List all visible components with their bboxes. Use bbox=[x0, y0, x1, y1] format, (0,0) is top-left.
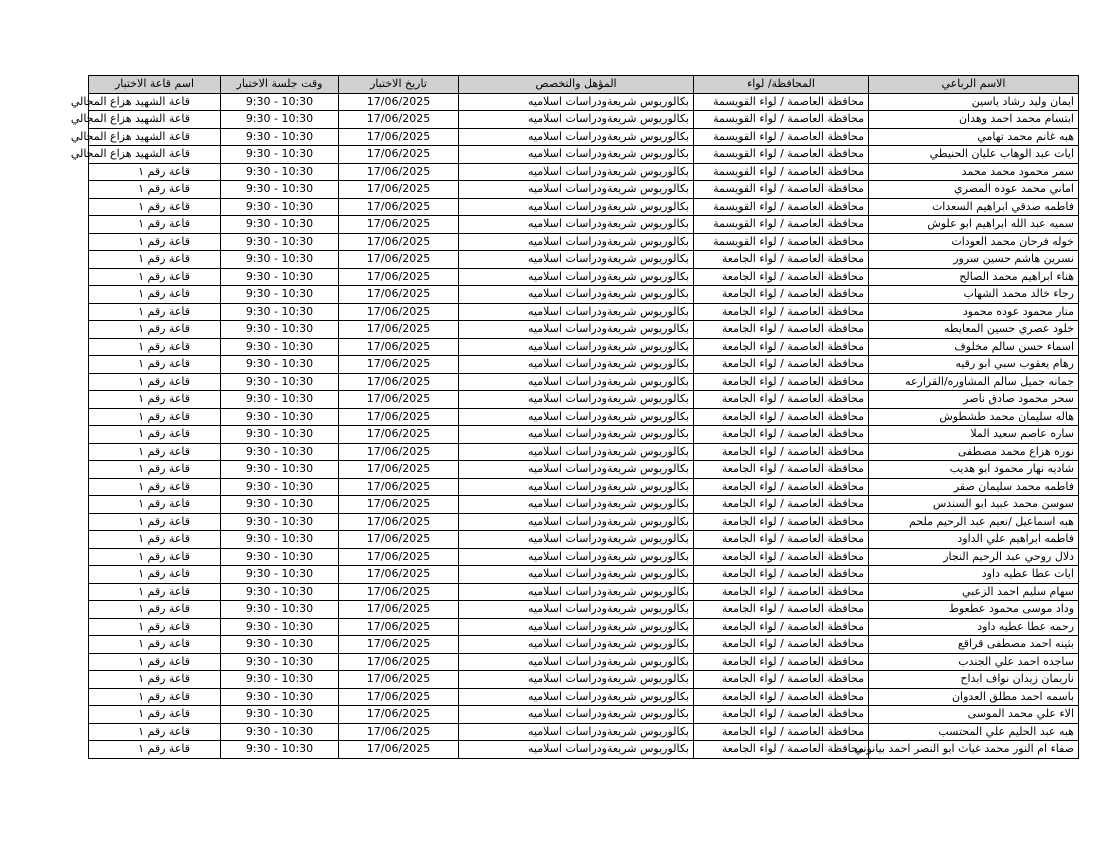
cell-name: بثينه احمد مصطفى قراقع bbox=[869, 636, 1079, 654]
cell-date: 17/06/2025 bbox=[339, 671, 459, 689]
cell-qualification: بكالوريوس شريعةودراسات اسلاميه bbox=[459, 548, 694, 566]
cell-name: هبه غانم محمد تهامي bbox=[869, 128, 1079, 146]
table-row bbox=[89, 443, 1079, 461]
cell-time: 9:30 - 10:30 bbox=[221, 286, 339, 304]
cell-time: 9:30 - 10:30 bbox=[221, 566, 339, 584]
cell-date: 17/06/2025 bbox=[339, 268, 459, 286]
table-row bbox=[89, 426, 1079, 444]
table-row bbox=[89, 391, 1079, 409]
cell-hall: قاعة رقم ١ bbox=[89, 163, 221, 181]
cell-name: هناء ابراهيم محمد الصالح bbox=[869, 268, 1079, 286]
cell-qualification: بكالوريوس شريعةودراسات اسلاميه bbox=[459, 741, 694, 759]
cell-name: ايات عبد الوهاب عليان الحنيطي bbox=[869, 146, 1079, 164]
cell-time: 9:30 - 10:30 bbox=[221, 636, 339, 654]
cell-hall: قاعة رقم ١ bbox=[89, 531, 221, 549]
table-row bbox=[89, 583, 1079, 601]
cell-date: 17/06/2025 bbox=[339, 548, 459, 566]
cell-time: 9:30 - 10:30 bbox=[221, 548, 339, 566]
cell-date: 17/06/2025 bbox=[339, 636, 459, 654]
cell-date: 17/06/2025 bbox=[339, 496, 459, 514]
table-row bbox=[89, 356, 1079, 374]
cell-time: 9:30 - 10:30 bbox=[221, 443, 339, 461]
cell-name: خوله فرحان محمد العودات bbox=[869, 233, 1079, 251]
table-row bbox=[89, 408, 1079, 426]
cell-qualification: بكالوريوس شريعةودراسات اسلاميه bbox=[459, 356, 694, 374]
table-row bbox=[89, 93, 1079, 111]
cell-hall: قاعة رقم ١ bbox=[89, 723, 221, 741]
cell-governorate: محافظة العاصمة / لواء الجامعة bbox=[694, 636, 869, 654]
cell-time: 9:30 - 10:30 bbox=[221, 198, 339, 216]
cell-time: 9:30 - 10:30 bbox=[221, 93, 339, 111]
cell-date: 17/06/2025 bbox=[339, 408, 459, 426]
cell-name: شاديه نهار محمود ابو هديب bbox=[869, 461, 1079, 479]
cell-hall: قاعة رقم ١ bbox=[89, 408, 221, 426]
cell-date: 17/06/2025 bbox=[339, 216, 459, 234]
cell-name: اماني محمد عوده المصري bbox=[869, 181, 1079, 199]
cell-qualification: بكالوريوس شريعةودراسات اسلاميه bbox=[459, 408, 694, 426]
exam-schedule-sheet bbox=[70, 75, 1078, 759]
cell-governorate: محافظة العاصمة / لواء الجامعة bbox=[694, 496, 869, 514]
cell-name: ساجده احمد علي الجندب bbox=[869, 653, 1079, 671]
cell-hall: قاعة رقم ١ bbox=[89, 618, 221, 636]
cell-date: 17/06/2025 bbox=[339, 741, 459, 759]
cell-date: 17/06/2025 bbox=[339, 583, 459, 601]
table-row bbox=[89, 216, 1079, 234]
cell-qualification: بكالوريوس شريعةودراسات اسلاميه bbox=[459, 636, 694, 654]
cell-time: 9:30 - 10:30 bbox=[221, 478, 339, 496]
table-row bbox=[89, 513, 1079, 531]
cell-name: منار محمود عوده محمود bbox=[869, 303, 1079, 321]
cell-qualification: بكالوريوس شريعةودراسات اسلاميه bbox=[459, 706, 694, 724]
cell-time: 9:30 - 10:30 bbox=[221, 601, 339, 619]
cell-governorate: محافظة العاصمة / لواء الجامعة bbox=[694, 426, 869, 444]
cell-name: سهام سليم احمد الزعبي bbox=[869, 583, 1079, 601]
table-row bbox=[89, 601, 1079, 619]
table-row bbox=[89, 338, 1079, 356]
cell-date: 17/06/2025 bbox=[339, 93, 459, 111]
header-hall: اسم قاعة الاختبار bbox=[89, 76, 221, 94]
table-row bbox=[89, 373, 1079, 391]
cell-name: رجاء خالد محمد الشهاب bbox=[869, 286, 1079, 304]
cell-governorate: محافظة العاصمة / لواء الجامعة bbox=[694, 566, 869, 584]
cell-qualification: بكالوريوس شريعةودراسات اسلاميه bbox=[459, 216, 694, 234]
cell-governorate: محافظة العاصمة / لواء الجامعة bbox=[694, 356, 869, 374]
cell-time: 9:30 - 10:30 bbox=[221, 111, 339, 129]
table-header-row bbox=[89, 76, 1079, 94]
table-row bbox=[89, 566, 1079, 584]
cell-time: 9:30 - 10:30 bbox=[221, 303, 339, 321]
cell-hall: قاعة رقم ١ bbox=[89, 356, 221, 374]
cell-name: فاطمه صدقي ابراهيم السعدات bbox=[869, 198, 1079, 216]
cell-qualification: بكالوريوس شريعةودراسات اسلاميه bbox=[459, 618, 694, 636]
cell-date: 17/06/2025 bbox=[339, 338, 459, 356]
cell-governorate: محافظة العاصمة / لواء الجامعة bbox=[694, 338, 869, 356]
cell-governorate: محافظة العاصمة / لواء الجامعة bbox=[694, 601, 869, 619]
cell-date: 17/06/2025 bbox=[339, 233, 459, 251]
cell-qualification: بكالوريوس شريعةودراسات اسلاميه bbox=[459, 426, 694, 444]
cell-qualification: بكالوريوس شريعةودراسات اسلاميه bbox=[459, 478, 694, 496]
cell-time: 9:30 - 10:30 bbox=[221, 268, 339, 286]
cell-name: سمر محمود محمد محمد bbox=[869, 163, 1079, 181]
cell-time: 9:30 - 10:30 bbox=[221, 391, 339, 409]
cell-governorate: محافظة العاصمة / لواء الجامعة bbox=[694, 723, 869, 741]
cell-name: سميه عبد الله ابراهيم ابو علوش bbox=[869, 216, 1079, 234]
cell-date: 17/06/2025 bbox=[339, 531, 459, 549]
cell-hall: قاعة رقم ١ bbox=[89, 741, 221, 759]
cell-qualification: بكالوريوس شريعةودراسات اسلاميه bbox=[459, 111, 694, 129]
cell-date: 17/06/2025 bbox=[339, 566, 459, 584]
cell-date: 17/06/2025 bbox=[339, 251, 459, 269]
cell-name: ابتسام محمد احمد وهدان bbox=[869, 111, 1079, 129]
cell-date: 17/06/2025 bbox=[339, 478, 459, 496]
cell-hall: قاعة رقم ١ bbox=[89, 286, 221, 304]
table-row bbox=[89, 321, 1079, 339]
cell-hall: قاعة رقم ١ bbox=[89, 198, 221, 216]
cell-qualification: بكالوريوس شريعةودراسات اسلاميه bbox=[459, 163, 694, 181]
table-row bbox=[89, 548, 1079, 566]
cell-name: سحر محمود صادق ناصر bbox=[869, 391, 1079, 409]
table-row bbox=[89, 478, 1079, 496]
cell-hall: قاعة الشهيد هزاع المجالي bbox=[89, 146, 221, 164]
cell-governorate: محافظة العاصمة / لواء الجامعة bbox=[694, 478, 869, 496]
cell-hall: قاعة رقم ١ bbox=[89, 548, 221, 566]
header-name: الاسم الرباعي bbox=[869, 76, 1079, 94]
cell-hall: قاعة رقم ١ bbox=[89, 233, 221, 251]
table-body bbox=[70, 93, 1079, 758]
cell-qualification: بكالوريوس شريعةودراسات اسلاميه bbox=[459, 181, 694, 199]
cell-governorate: محافظة العاصمة / لواء الجامعة bbox=[694, 286, 869, 304]
cell-qualification: بكالوريوس شريعةودراسات اسلاميه bbox=[459, 513, 694, 531]
cell-date: 17/06/2025 bbox=[339, 286, 459, 304]
cell-governorate: محافظة العاصمة / لواء الجامعة bbox=[694, 321, 869, 339]
cell-time: 9:30 - 10:30 bbox=[221, 163, 339, 181]
cell-name: نوره هزاع محمد مصطفى bbox=[869, 443, 1079, 461]
cell-governorate: محافظة العاصمة / لواء الجامعة bbox=[694, 653, 869, 671]
cell-time: 9:30 - 10:30 bbox=[221, 426, 339, 444]
table-row bbox=[89, 111, 1079, 129]
cell-date: 17/06/2025 bbox=[339, 163, 459, 181]
cell-governorate: محافظة العاصمة / لواء القويسمة bbox=[694, 93, 869, 111]
cell-name: جمانه جميل سالم المشاوره/القرارعه bbox=[869, 373, 1079, 391]
cell-governorate: محافظة العاصمة / لواء القويسمة bbox=[694, 111, 869, 129]
cell-time: 9:30 - 10:30 bbox=[221, 356, 339, 374]
cell-qualification: بكالوريوس شريعةودراسات اسلاميه bbox=[459, 688, 694, 706]
table-row bbox=[89, 706, 1079, 724]
cell-governorate: محافظة العاصمة / لواء الجامعة bbox=[694, 706, 869, 724]
cell-name: صفاء ام النور محمد غياث ابو النصر احمد بيانوني bbox=[869, 741, 1079, 759]
cell-governorate: محافظة العاصمة / لواء الجامعة bbox=[694, 268, 869, 286]
header-date: تاريخ الاختبار bbox=[339, 76, 459, 94]
cell-governorate: محافظة العاصمة / لواء القويسمة bbox=[694, 198, 869, 216]
cell-qualification: بكالوريوس شريعةودراسات اسلاميه bbox=[459, 461, 694, 479]
cell-governorate: محافظة العاصمة / لواء الجامعة bbox=[694, 303, 869, 321]
cell-governorate: محافظة العاصمة / لواء القويسمة bbox=[694, 181, 869, 199]
cell-hall: قاعة رقم ١ bbox=[89, 251, 221, 269]
cell-time: 9:30 - 10:30 bbox=[221, 181, 339, 199]
cell-qualification: بكالوريوس شريعةودراسات اسلاميه bbox=[459, 566, 694, 584]
table-row bbox=[89, 461, 1079, 479]
cell-qualification: بكالوريوس شريعةودراسات اسلاميه bbox=[459, 373, 694, 391]
cell-governorate: محافظة العاصمة / لواء القويسمة bbox=[694, 128, 869, 146]
cell-date: 17/06/2025 bbox=[339, 111, 459, 129]
cell-governorate: محافظة العاصمة / لواء القويسمة bbox=[694, 233, 869, 251]
cell-qualification: بكالوريوس شريعةودراسات اسلاميه bbox=[459, 531, 694, 549]
cell-qualification: بكالوريوس شريعةودراسات اسلاميه bbox=[459, 391, 694, 409]
table-row bbox=[89, 531, 1079, 549]
cell-qualification: بكالوريوس شريعةودراسات اسلاميه bbox=[459, 321, 694, 339]
cell-qualification: بكالوريوس شريعةودراسات اسلاميه bbox=[459, 286, 694, 304]
cell-date: 17/06/2025 bbox=[339, 443, 459, 461]
cell-name: وداد موسى محمود عطعوط bbox=[869, 601, 1079, 619]
cell-qualification: بكالوريوس شريعةودراسات اسلاميه bbox=[459, 128, 694, 146]
cell-date: 17/06/2025 bbox=[339, 426, 459, 444]
cell-time: 9:30 - 10:30 bbox=[221, 618, 339, 636]
cell-governorate: محافظة العاصمة / لواء الجامعة bbox=[694, 391, 869, 409]
cell-qualification: بكالوريوس شريعةودراسات اسلاميه bbox=[459, 93, 694, 111]
cell-qualification: بكالوريوس شريعةودراسات اسلاميه bbox=[459, 443, 694, 461]
cell-hall: قاعة رقم ١ bbox=[89, 181, 221, 199]
cell-date: 17/06/2025 bbox=[339, 706, 459, 724]
cell-date: 17/06/2025 bbox=[339, 198, 459, 216]
cell-time: 9:30 - 10:30 bbox=[221, 146, 339, 164]
cell-hall: قاعة رقم ١ bbox=[89, 391, 221, 409]
cell-name: فاطمه محمد سليمان صقر bbox=[869, 478, 1079, 496]
table-row bbox=[89, 128, 1079, 146]
table-row bbox=[89, 163, 1079, 181]
cell-time: 9:30 - 10:30 bbox=[221, 723, 339, 741]
cell-governorate: محافظة العاصمة / لواء القويسمة bbox=[694, 146, 869, 164]
header-governorate: المحافظة/ لواء bbox=[694, 76, 869, 94]
table-row bbox=[89, 741, 1079, 759]
cell-date: 17/06/2025 bbox=[339, 128, 459, 146]
cell-name: هاله سليمان محمد طشطوش bbox=[869, 408, 1079, 426]
cell-governorate: محافظة العاصمة / لواء الجامعة bbox=[694, 671, 869, 689]
table-row bbox=[89, 181, 1079, 199]
cell-time: 9:30 - 10:30 bbox=[221, 583, 339, 601]
cell-governorate: محافظة العاصمة / لواء الجامعة bbox=[694, 618, 869, 636]
cell-name: ساره عاصم سعيد الملا bbox=[869, 426, 1079, 444]
cell-name: رهام يعقوب سبي ابو رقيه bbox=[869, 356, 1079, 374]
cell-hall: قاعة الشهيد هزاع المجالي bbox=[89, 111, 221, 129]
cell-time: 9:30 - 10:30 bbox=[221, 741, 339, 759]
cell-qualification: بكالوريوس شريعةودراسات اسلاميه bbox=[459, 233, 694, 251]
cell-governorate: محافظة العاصمة / لواء الجامعة bbox=[694, 251, 869, 269]
cell-date: 17/06/2025 bbox=[339, 601, 459, 619]
cell-time: 9:30 - 10:30 bbox=[221, 513, 339, 531]
cell-hall: قاعة رقم ١ bbox=[89, 426, 221, 444]
table-row bbox=[89, 723, 1079, 741]
table-row bbox=[89, 198, 1079, 216]
cell-time: 9:30 - 10:30 bbox=[221, 321, 339, 339]
cell-qualification: بكالوريوس شريعةودراسات اسلاميه bbox=[459, 723, 694, 741]
cell-name: اسماء حسن سالم مخلوف bbox=[869, 338, 1079, 356]
header-time: وقت جلسة الاختبار bbox=[221, 76, 339, 94]
cell-governorate: محافظة العاصمة / لواء الجامعة bbox=[694, 548, 869, 566]
cell-name: نسرين هاشم حسين سرور bbox=[869, 251, 1079, 269]
cell-hall: قاعة الشهيد هزاع المجالي bbox=[89, 93, 221, 111]
cell-time: 9:30 - 10:30 bbox=[221, 653, 339, 671]
cell-name: ايات عطا عطيه داود bbox=[869, 566, 1079, 584]
cell-qualification: بكالوريوس شريعةودراسات اسلاميه bbox=[459, 601, 694, 619]
cell-date: 17/06/2025 bbox=[339, 373, 459, 391]
cell-governorate: محافظة العاصمة / لواء القويسمة bbox=[694, 216, 869, 234]
cell-hall: قاعة رقم ١ bbox=[89, 478, 221, 496]
cell-governorate: محافظة العاصمة / لواء الجامعة bbox=[694, 531, 869, 549]
cell-date: 17/06/2025 bbox=[339, 618, 459, 636]
cell-hall: قاعة رقم ١ bbox=[89, 706, 221, 724]
cell-date: 17/06/2025 bbox=[339, 146, 459, 164]
cell-date: 17/06/2025 bbox=[339, 321, 459, 339]
cell-time: 9:30 - 10:30 bbox=[221, 671, 339, 689]
cell-qualification: بكالوريوس شريعةودراسات اسلاميه bbox=[459, 671, 694, 689]
cell-time: 9:30 - 10:30 bbox=[221, 706, 339, 724]
cell-name: ايمان وليد رشاد ياسين bbox=[869, 93, 1079, 111]
table-row bbox=[89, 671, 1079, 689]
cell-qualification: بكالوريوس شريعةودراسات اسلاميه bbox=[459, 653, 694, 671]
cell-hall: قاعة رقم ١ bbox=[89, 338, 221, 356]
cell-name: دلال روحي عبد الرحيم النجار bbox=[869, 548, 1079, 566]
cell-hall: قاعة رقم ١ bbox=[89, 583, 221, 601]
cell-name: فاطمه ابراهيم علي الداود bbox=[869, 531, 1079, 549]
cell-time: 9:30 - 10:30 bbox=[221, 251, 339, 269]
cell-governorate: محافظة العاصمة / لواء الجامعة bbox=[694, 688, 869, 706]
cell-time: 9:30 - 10:30 bbox=[221, 461, 339, 479]
table-row bbox=[89, 233, 1079, 251]
cell-time: 9:30 - 10:30 bbox=[221, 688, 339, 706]
cell-date: 17/06/2025 bbox=[339, 303, 459, 321]
table-row bbox=[89, 653, 1079, 671]
cell-time: 9:30 - 10:30 bbox=[221, 496, 339, 514]
cell-hall: قاعة رقم ١ bbox=[89, 303, 221, 321]
header-qualification: المؤهل والتخصص bbox=[459, 76, 694, 94]
cell-time: 9:30 - 10:30 bbox=[221, 531, 339, 549]
cell-governorate: محافظة العاصمة / لواء القويسمة bbox=[694, 163, 869, 181]
table-row bbox=[89, 146, 1079, 164]
cell-governorate: محافظة العاصمة / لواء الجامعة bbox=[694, 461, 869, 479]
cell-hall: قاعة رقم ١ bbox=[89, 496, 221, 514]
cell-qualification: بكالوريوس شريعةودراسات اسلاميه bbox=[459, 251, 694, 269]
cell-date: 17/06/2025 bbox=[339, 723, 459, 741]
cell-hall: قاعة رقم ١ bbox=[89, 601, 221, 619]
cell-hall: قاعة رقم ١ bbox=[89, 688, 221, 706]
cell-name: خلود عصري حسين المعايطه bbox=[869, 321, 1079, 339]
cell-name: رحمه عطا عطيه داود bbox=[869, 618, 1079, 636]
cell-date: 17/06/2025 bbox=[339, 513, 459, 531]
cell-hall: قاعة رقم ١ bbox=[89, 443, 221, 461]
table-row bbox=[89, 618, 1079, 636]
cell-hall: قاعة رقم ١ bbox=[89, 216, 221, 234]
cell-governorate: محافظة العاصمة / لواء الجامعة bbox=[694, 408, 869, 426]
cell-governorate: محافظة العاصمة / لواء الجامعة bbox=[694, 741, 869, 759]
cell-name: ناريمان زيدان نواف ابداح bbox=[869, 671, 1079, 689]
cell-governorate: محافظة العاصمة / لواء الجامعة bbox=[694, 373, 869, 391]
cell-name: هبه عبد الحليم علي المحتسب bbox=[869, 723, 1079, 741]
cell-hall: قاعة رقم ١ bbox=[89, 321, 221, 339]
cell-qualification: بكالوريوس شريعةودراسات اسلاميه bbox=[459, 303, 694, 321]
cell-date: 17/06/2025 bbox=[339, 356, 459, 374]
cell-hall: قاعة رقم ١ bbox=[89, 268, 221, 286]
cell-date: 17/06/2025 bbox=[339, 181, 459, 199]
table-row bbox=[89, 286, 1079, 304]
cell-hall: قاعة رقم ١ bbox=[89, 653, 221, 671]
exam-schedule-table bbox=[70, 75, 1079, 759]
cell-time: 9:30 - 10:30 bbox=[221, 128, 339, 146]
cell-governorate: محافظة العاصمة / لواء الجامعة bbox=[694, 513, 869, 531]
cell-date: 17/06/2025 bbox=[339, 688, 459, 706]
cell-name: باسمه احمد مطلق العدوان bbox=[869, 688, 1079, 706]
cell-date: 17/06/2025 bbox=[339, 461, 459, 479]
cell-date: 17/06/2025 bbox=[339, 391, 459, 409]
cell-hall: قاعة رقم ١ bbox=[89, 513, 221, 531]
cell-governorate: محافظة العاصمة / لواء الجامعة bbox=[694, 443, 869, 461]
cell-time: 9:30 - 10:30 bbox=[221, 373, 339, 391]
table-row bbox=[89, 251, 1079, 269]
cell-qualification: بكالوريوس شريعةودراسات اسلاميه bbox=[459, 496, 694, 514]
cell-name: الاء علي محمد الموسى bbox=[869, 706, 1079, 724]
cell-name: هبه اسماعيل /نعيم عبد الرحيم ملحم bbox=[869, 513, 1079, 531]
cell-hall: قاعة رقم ١ bbox=[89, 671, 221, 689]
cell-date: 17/06/2025 bbox=[339, 653, 459, 671]
cell-time: 9:30 - 10:30 bbox=[221, 338, 339, 356]
cell-time: 9:30 - 10:30 bbox=[221, 233, 339, 251]
cell-qualification: بكالوريوس شريعةودراسات اسلاميه bbox=[459, 198, 694, 216]
cell-time: 9:30 - 10:30 bbox=[221, 408, 339, 426]
table-row bbox=[89, 268, 1079, 286]
table-row bbox=[89, 303, 1079, 321]
cell-qualification: بكالوريوس شريعةودراسات اسلاميه bbox=[459, 268, 694, 286]
cell-hall: قاعة رقم ١ bbox=[89, 566, 221, 584]
cell-hall: قاعة رقم ١ bbox=[89, 373, 221, 391]
cell-time: 9:30 - 10:30 bbox=[221, 216, 339, 234]
table-row bbox=[89, 688, 1079, 706]
table-row bbox=[89, 636, 1079, 654]
cell-hall: قاعة الشهيد هزاع المجالي bbox=[89, 128, 221, 146]
cell-governorate: محافظة العاصمة / لواء الجامعة bbox=[694, 583, 869, 601]
cell-name: سوسن محمد عبيد ابو السندس bbox=[869, 496, 1079, 514]
cell-hall: قاعة رقم ١ bbox=[89, 636, 221, 654]
cell-qualification: بكالوريوس شريعةودراسات اسلاميه bbox=[459, 583, 694, 601]
table-row bbox=[89, 496, 1079, 514]
cell-qualification: بكالوريوس شريعةودراسات اسلاميه bbox=[459, 338, 694, 356]
cell-hall: قاعة رقم ١ bbox=[89, 461, 221, 479]
cell-qualification: بكالوريوس شريعةودراسات اسلاميه bbox=[459, 146, 694, 164]
